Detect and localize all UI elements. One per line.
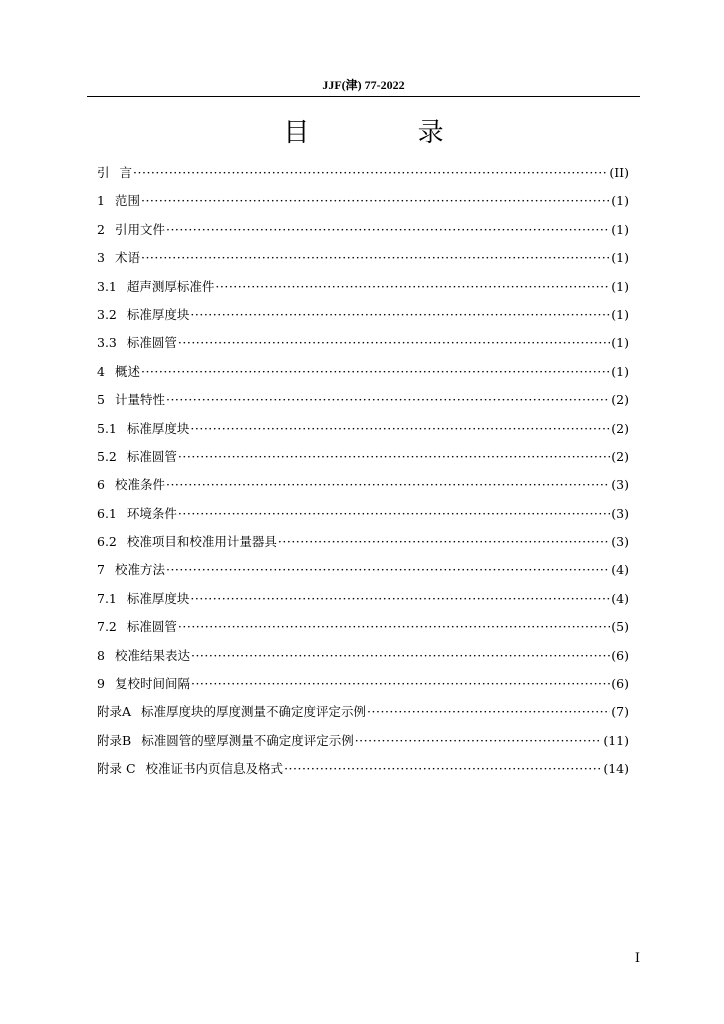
- page-title: 目 录: [283, 118, 494, 148]
- toc-entry[interactable]: [97, 386, 629, 414]
- toc-entry-number: 7.1: [97, 590, 117, 606]
- toc-entry-number: 6.1: [97, 505, 117, 521]
- toc-leader-dots: [166, 471, 610, 499]
- toc-entry-title: 引用文件: [114, 221, 165, 237]
- toc-entry-page: (3): [611, 477, 629, 493]
- toc-entry[interactable]: [97, 216, 629, 244]
- toc-entry-title: 标准圆管的壁厚测量不确定度评定示例: [141, 732, 354, 748]
- toc-entry-title: 校准方法: [114, 562, 165, 578]
- toc-leader-dots: [141, 244, 610, 272]
- toc-entry-number: 6.2: [97, 534, 117, 550]
- toc-entry-number: 9: [97, 676, 105, 692]
- toc-entry[interactable]: [97, 755, 629, 783]
- toc-entry-number: 6: [97, 477, 105, 493]
- toc-entry[interactable]: [97, 273, 629, 301]
- toc-entry-page: (3): [611, 534, 629, 550]
- toc-entry-number: 8: [97, 647, 105, 663]
- toc-entry-title: 复校时间间隔: [114, 676, 190, 692]
- toc-entry-number: 引: [97, 165, 110, 180]
- toc-entry-title: 校准结果表达: [114, 647, 190, 663]
- toc-entry[interactable]: [97, 613, 629, 641]
- document-header: [87, 76, 640, 96]
- toc-leader-dots: [278, 528, 610, 556]
- toc-leader-dots: [166, 386, 610, 414]
- toc-leader-dots: [166, 556, 610, 584]
- toc-entry-title: 校准证书内页信息及格式: [145, 761, 284, 777]
- toc-entry-page: (6): [611, 676, 629, 692]
- toc-entry[interactable]: [97, 500, 629, 528]
- standard-code: JJF(津) 77-2022: [322, 78, 405, 92]
- toc-entry-title: 标准圆管: [126, 448, 177, 464]
- toc-leader-dots: [190, 301, 610, 329]
- toc-entry-number: 3.1: [97, 278, 117, 294]
- toc-entry[interactable]: [97, 556, 629, 584]
- toc-entry-page: (1): [611, 250, 629, 266]
- toc-leader-dots: [133, 159, 608, 187]
- toc-entry[interactable]: [97, 471, 629, 499]
- toc-entry-title: 标准圆管: [126, 619, 177, 635]
- toc-entry-page: (11): [603, 732, 629, 748]
- toc-entry-title: 计量特性: [114, 392, 165, 408]
- toc-entry[interactable]: [97, 670, 629, 698]
- toc-entry-page: (2): [611, 420, 629, 436]
- toc-entry-page: (6): [611, 647, 629, 663]
- toc-entry-title: 标准厚度块: [126, 306, 190, 322]
- header-divider: [87, 96, 640, 97]
- toc-entry-number: 附录 C: [97, 761, 136, 777]
- toc-entry-page: (4): [611, 562, 629, 578]
- toc-entry[interactable]: [97, 642, 629, 670]
- toc-entry[interactable]: [97, 244, 629, 272]
- toc-leader-dots: [215, 273, 610, 301]
- toc-entry-page: (1): [611, 335, 629, 351]
- toc-entry-title: 校准项目和校准用计量器具: [126, 534, 277, 550]
- toc-entry-title: 超声测厚标准件: [126, 278, 215, 294]
- toc-leader-dots: [178, 443, 610, 471]
- toc-entry-number: 3.2: [97, 306, 117, 322]
- toc-entry-number: 2: [97, 221, 105, 237]
- toc-entry-number: 1: [97, 193, 105, 209]
- toc-entry[interactable]: [97, 301, 629, 329]
- toc-entry[interactable]: [97, 727, 629, 755]
- toc-entry-page: (1): [611, 306, 629, 322]
- toc-leader-dots: [178, 613, 610, 641]
- toc-entry-number: 附录A: [97, 704, 132, 720]
- toc-entry-title: 环境条件: [126, 505, 177, 521]
- toc-leader-dots: [355, 727, 603, 755]
- toc-entry[interactable]: [97, 443, 629, 471]
- toc-entry-number: 附录B: [97, 732, 132, 748]
- toc-entry-number: 3: [97, 250, 105, 266]
- toc-entry-number: 5.1: [97, 420, 117, 436]
- page-number: I: [634, 951, 640, 966]
- toc-entry-page: (14): [603, 761, 629, 777]
- toc-entry[interactable]: [97, 528, 629, 556]
- toc-entry-page: (5): [611, 619, 629, 635]
- toc-entry[interactable]: [97, 415, 629, 443]
- toc-entry-page: (2): [611, 392, 629, 408]
- toc-entry-page: (7): [611, 704, 629, 720]
- toc-entry-page: (4): [611, 590, 629, 606]
- toc-leader-dots: [141, 187, 610, 215]
- toc-leader-dots: [191, 670, 610, 698]
- toc-entry-page: (1): [611, 278, 629, 294]
- toc-entry-number: 7.2: [97, 619, 117, 635]
- toc-leader-dots: [178, 329, 610, 357]
- toc-entry-title: 概述: [114, 363, 140, 379]
- toc-entry-page: (2): [611, 448, 629, 464]
- toc-entry-title: 标准厚度块: [126, 590, 190, 606]
- toc-entry[interactable]: [97, 698, 629, 726]
- toc-leader-dots: [178, 500, 610, 528]
- toc-entry[interactable]: [97, 358, 629, 386]
- toc-leader-dots: [284, 755, 602, 783]
- toc-entry-title: 术语: [114, 250, 140, 266]
- toc-entry-title: 标准厚度块的厚度测量不确定度评定示例: [141, 704, 367, 720]
- toc-leader-dots: [367, 698, 610, 726]
- toc-leader-dots: [141, 358, 610, 386]
- toc-entry-number: 5: [97, 392, 105, 408]
- toc-entry-number: 7: [97, 562, 105, 578]
- toc-entry-title: 校准条件: [114, 477, 165, 493]
- toc-entry-page: (3): [611, 505, 629, 521]
- toc-entry-page: (1): [611, 193, 629, 209]
- toc-entry-title: 范围: [114, 193, 140, 209]
- toc-entry-title: 言: [119, 165, 133, 180]
- toc-entry[interactable]: [97, 187, 629, 215]
- toc-leader-dots: [166, 216, 610, 244]
- toc-entry[interactable]: [97, 159, 629, 187]
- toc-entry-number: 4: [97, 363, 105, 379]
- toc-leader-dots: [190, 415, 610, 443]
- toc-entry-title: 标准圆管: [126, 335, 177, 351]
- toc-entry-page: (1): [611, 363, 629, 379]
- table-of-contents: [97, 159, 629, 784]
- toc-leader-dots: [191, 642, 610, 670]
- toc-entry-page: (II): [609, 165, 629, 180]
- toc-entry-number: 5.2: [97, 448, 117, 464]
- toc-entry-number: 3.3: [97, 335, 117, 351]
- toc-leader-dots: [190, 585, 610, 613]
- toc-entry[interactable]: [97, 329, 629, 357]
- toc-entry[interactable]: [97, 585, 629, 613]
- toc-entry-page: (1): [611, 221, 629, 237]
- toc-entry-title: 标准厚度块: [126, 420, 190, 436]
